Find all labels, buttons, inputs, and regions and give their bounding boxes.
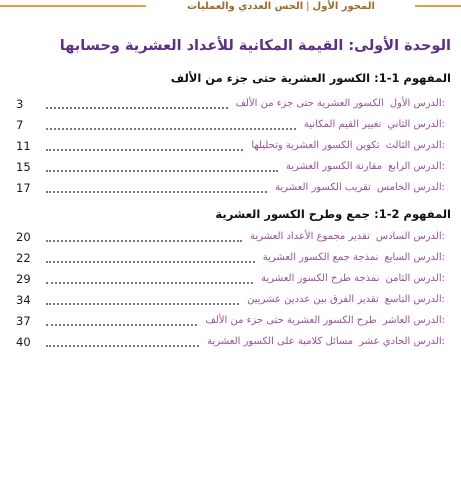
header-breadcrumb xyxy=(152,0,410,14)
page-number: 40 xyxy=(16,334,31,349)
toc-row[interactable] xyxy=(16,331,445,352)
page-number: 29 xyxy=(16,271,31,286)
lesson-title: تكوين الكسور العشرية وتحليلها xyxy=(251,139,380,151)
lesson-title: نمذجة جمع الكسور العشرية xyxy=(262,251,379,263)
lesson-label: الدرس السابع: xyxy=(384,251,445,263)
lesson-label: الدرس الثالث: xyxy=(385,139,445,151)
unit-title: الوحدة الأولى: القيمة المكانية للأعداد العشرية وحسابها xyxy=(59,38,451,54)
toc-row[interactable] xyxy=(16,114,445,135)
concept-prefix: المفهوم xyxy=(403,71,451,85)
dot-leader xyxy=(46,274,253,284)
dot-leader xyxy=(46,295,239,305)
header-separator: | xyxy=(306,1,310,12)
concept-number: 1-2 xyxy=(378,207,400,221)
toc-row[interactable] xyxy=(16,177,445,198)
dot-leader xyxy=(46,232,242,242)
page-number: 17 xyxy=(16,180,31,195)
page-number: 37 xyxy=(16,313,31,328)
toc-row[interactable] xyxy=(16,247,445,268)
concept-number: 1-1 xyxy=(378,71,400,85)
dot-leader xyxy=(46,253,255,263)
lesson-label: الدرس الثاني: xyxy=(387,118,445,130)
lesson-label: الدرس الثامن: xyxy=(385,272,445,284)
lesson-title: تقدير الفرق بين عددين عشريين xyxy=(247,293,379,305)
page-number: 22 xyxy=(16,250,31,265)
toc-row[interactable] xyxy=(16,289,445,310)
lesson-title: تقريب الكسور العشرية xyxy=(275,181,371,193)
header-axis: المحور الأول xyxy=(312,1,375,12)
toc-row[interactable] xyxy=(16,226,445,247)
concept-heading-1 xyxy=(11,70,451,86)
lesson-label: الدرس السادس: xyxy=(375,230,445,242)
lesson-list-2 xyxy=(16,226,445,352)
dot-leader xyxy=(46,120,296,130)
lesson-label: الدرس التاسع: xyxy=(384,293,445,305)
dot-leader xyxy=(46,183,267,193)
lesson-title: الكسور العشرية حتى جزء من الألف xyxy=(235,97,384,109)
dot-leader xyxy=(46,162,278,172)
toc-row[interactable] xyxy=(16,268,445,289)
page-number: 11 xyxy=(16,138,31,153)
header-rule-right xyxy=(415,5,461,7)
lesson-title: تقدير مجموع الأعداد العشرية xyxy=(250,230,370,242)
header-rule-left xyxy=(0,5,146,7)
lesson-title: نمذجة طرح الكسور العشرية xyxy=(261,272,380,284)
lesson-label: الدرس الحادي عشر: xyxy=(359,335,445,347)
lesson-title: مقارنة الكسور العشرية xyxy=(285,160,383,172)
header-subject: الحس العددي والعمليات xyxy=(187,1,304,12)
toc-row[interactable] xyxy=(16,135,445,156)
lesson-title: مسائل كلامية على الكسور العشرية xyxy=(207,335,354,347)
toc-row[interactable] xyxy=(16,93,445,114)
page-number: 20 xyxy=(16,229,31,244)
lesson-label: الدرس الخامس: xyxy=(376,181,445,193)
lesson-label: الدرس الرابع: xyxy=(388,160,445,172)
page-number: 34 xyxy=(16,292,31,307)
page-number: 7 xyxy=(16,117,24,132)
dot-leader xyxy=(46,99,228,109)
dot-leader xyxy=(46,337,199,347)
page-number: 3 xyxy=(16,96,24,111)
dot-leader xyxy=(46,316,197,326)
page-number: 15 xyxy=(16,159,31,174)
lesson-title: تغيير القيم المكانية xyxy=(303,118,382,130)
concept-heading-2 xyxy=(11,206,451,222)
concept-colon: : xyxy=(374,207,379,221)
lesson-list-1 xyxy=(16,93,445,198)
toc-row[interactable] xyxy=(16,310,445,331)
lesson-label: الدرس العاشر: xyxy=(382,314,445,326)
concept-prefix: المفهوم xyxy=(403,207,451,221)
concept-title: الكسور العشرية حتى جزء من الألف xyxy=(170,71,371,85)
concept-title: جمع وطرح الكسور العشرية xyxy=(215,207,371,221)
page-header xyxy=(0,0,461,16)
dot-leader xyxy=(46,141,243,151)
lesson-title: طرح الكسور العشرية حتى جزء من الألف xyxy=(205,314,377,326)
concept-colon: : xyxy=(374,71,379,85)
lesson-label: الدرس الأول: xyxy=(389,97,445,109)
toc-row[interactable] xyxy=(16,156,445,177)
